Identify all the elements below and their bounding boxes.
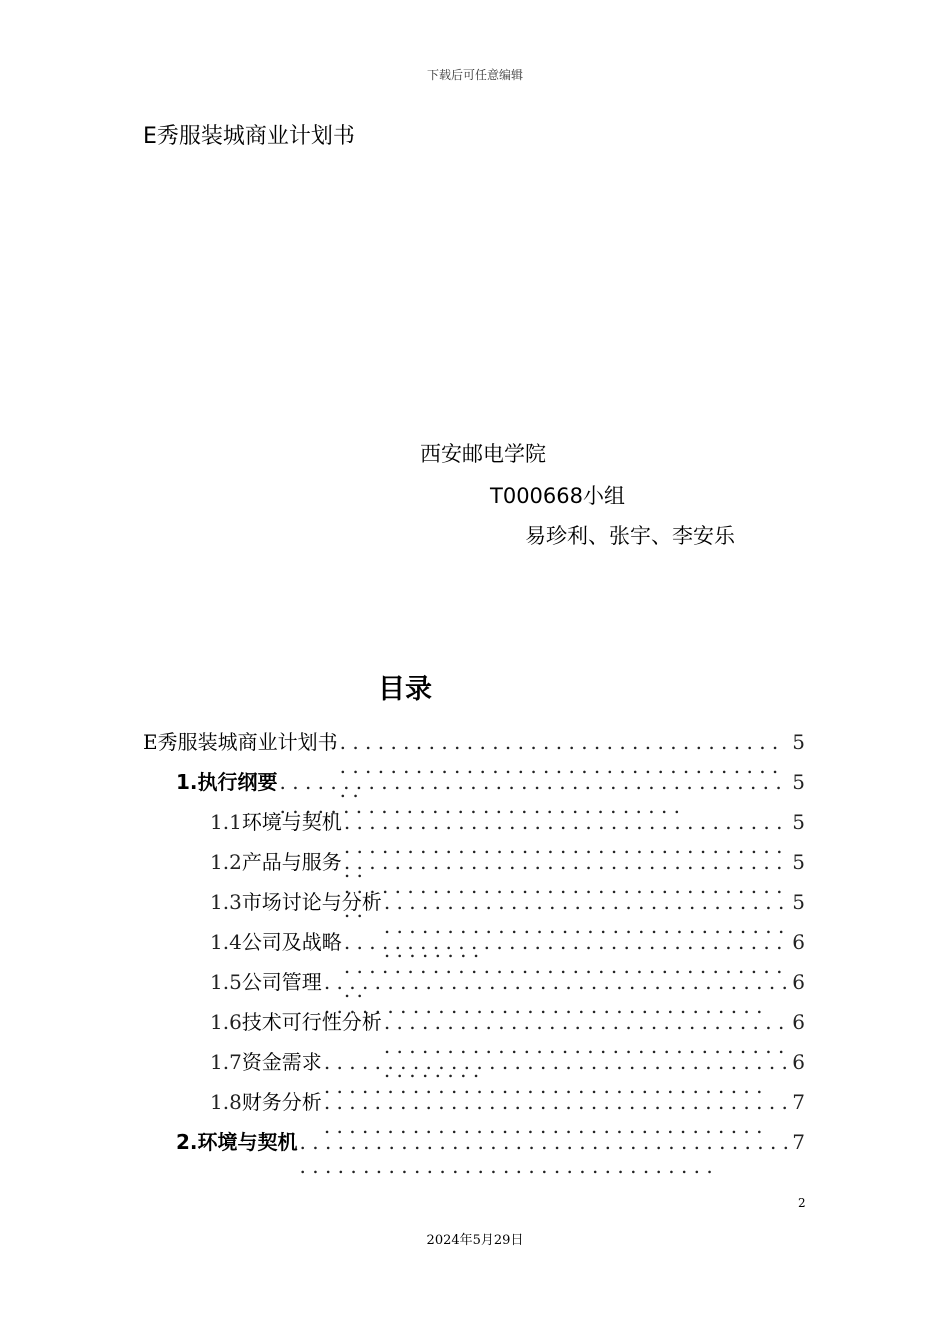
- toc-entry[interactable]: [210, 1046, 805, 1086]
- toc-entry-page: 5: [792, 890, 805, 914]
- toc-entry[interactable]: [176, 1126, 805, 1166]
- toc-entry[interactable]: [176, 766, 805, 806]
- toc-entry[interactable]: [210, 846, 805, 886]
- toc-entry-label: 公司管理: [241, 970, 322, 994]
- toc-entry-page: 7: [792, 1090, 805, 1114]
- toc-entry-label: 环境与契机: [197, 1130, 298, 1154]
- toc-leader-dots: [300, 1130, 791, 1178]
- toc-entry[interactable]: [210, 886, 805, 926]
- toc-entry-page: 5: [792, 810, 805, 834]
- toc-entry-label: 执行纲要: [197, 770, 278, 794]
- header-note: 下载后可任意编辑: [426, 68, 523, 82]
- toc-entry[interactable]: [210, 806, 805, 846]
- document-title: E秀服装城商业计划书: [143, 124, 355, 149]
- footer-date: 2024年5月29日: [426, 1233, 524, 1248]
- author-members: 易珍利、张宇、李安乐: [525, 524, 735, 548]
- toc-entry[interactable]: [143, 726, 805, 766]
- toc-entry-label: 技术可行性分析: [241, 1010, 382, 1034]
- toc-entry-label: 公司及战略: [241, 930, 342, 954]
- toc-entry-page: 6: [792, 970, 805, 994]
- toc-entry-label: 产品与服务: [241, 850, 342, 874]
- toc-entry[interactable]: [210, 966, 805, 1006]
- toc-entry[interactable]: [210, 926, 805, 966]
- toc-entry-label: 市场讨论与分析: [241, 890, 382, 914]
- toc-entry-page: 5: [792, 850, 805, 874]
- toc-entry[interactable]: [210, 1086, 805, 1126]
- toc-heading: 目录: [378, 674, 432, 705]
- toc-entry-number: 1.: [176, 770, 198, 794]
- toc-entry-page: 7: [792, 1130, 805, 1154]
- toc-entry-label: 资金需求: [241, 1050, 322, 1074]
- toc-entry-number: 1.1: [210, 810, 242, 834]
- toc-entry-label: E秀服装城商业计划书: [143, 730, 338, 754]
- author-group: T000668小组: [490, 484, 625, 508]
- toc-entry-number: 1.5: [210, 970, 242, 994]
- toc-entry-number: 2.: [176, 1130, 198, 1154]
- toc-entry-number: 1.4: [210, 930, 242, 954]
- toc-entry-number: 1.2: [210, 850, 242, 874]
- toc-entry-number: 1.8: [210, 1090, 242, 1114]
- toc-entry-page: 5: [792, 770, 805, 794]
- author-school: 西安邮电学院: [420, 442, 546, 466]
- page-number: 2: [798, 1196, 806, 1210]
- toc-entry-page: 5: [792, 730, 805, 754]
- toc-entry-page: 6: [792, 1010, 805, 1034]
- toc-entry-page: 6: [792, 930, 805, 954]
- toc-entry-label: 财务分析: [241, 1090, 322, 1114]
- toc-entry-page: 6: [792, 1050, 805, 1074]
- toc-entry-number: 1.6: [210, 1010, 242, 1034]
- toc-entry-label: 环境与契机: [241, 810, 342, 834]
- toc-entry-number: 1.7: [210, 1050, 242, 1074]
- toc-entry[interactable]: [210, 1006, 805, 1046]
- toc-entry-number: 1.3: [210, 890, 242, 914]
